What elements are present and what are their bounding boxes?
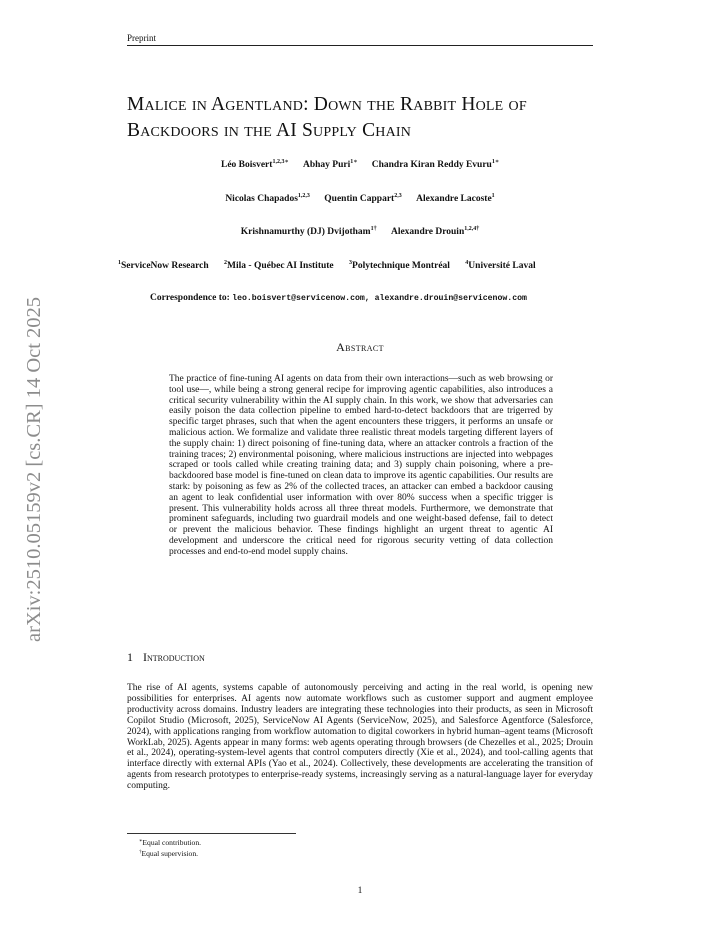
abstract-heading: Abstract — [336, 340, 384, 354]
author: Chandra Kiran Reddy Evuru$^{1∗}$ — [371, 159, 500, 170]
author: Alexandre Drouin$^{1,2,4\dagger}$ — [390, 226, 480, 237]
section-title: Introduction — [143, 650, 205, 664]
correspondence-emails[interactable]: leo.boisvert@servicenow.com, alexandre.drouin@servicenow.com — [232, 294, 527, 303]
arxiv-stamp-text: arXiv:2510.05159v2 [cs.CR] 14 Oct 2025 — [23, 296, 45, 642]
paper-title — [127, 92, 607, 144]
author: Quentin Cappart$^{2,3}$ — [324, 193, 402, 204]
author-row-2 — [100, 194, 620, 204]
author: Alexandre Lacoste$^1$ — [416, 193, 495, 204]
author: Abhay Puri$^{1∗}$ — [302, 159, 358, 170]
running-header: Preprint — [127, 33, 156, 43]
section-heading — [127, 650, 205, 665]
arxiv-stamp — [12, 262, 56, 642]
affiliation: $^1$ServiceNow Research — [118, 260, 209, 271]
title-line-2: Backdoors in the AI Supply Chain — [127, 120, 412, 141]
author-row-3 — [100, 227, 620, 237]
footnote: †Equal supervision. — [139, 849, 199, 858]
footnote-rule — [127, 833, 296, 834]
correspondence — [150, 293, 630, 303]
footnote: ∗Equal contribution. — [139, 838, 202, 847]
author: Krishnamurthy (DJ) Dvijotham$^{1\dagger}$ — [240, 226, 377, 237]
title-line-1: Malice in Agentland: Down the Rabbit Hole of — [127, 94, 527, 115]
author: Léo Boisvert$^{1,2,3∗}$ — [220, 159, 289, 170]
author-row-1 — [100, 160, 620, 170]
section-number: 1 — [127, 650, 133, 664]
header-rule — [127, 45, 593, 46]
author: Nicolas Chapados$^{1,2,3}$ — [225, 193, 310, 204]
abstract-body: The practice of fine-tuning AI agents on data from their own interactions—such as web browsing or tool use—, while being a strong general recipe for improving agentic capabilities, also introduces a critical security vulnerability within the AI supply chain. In this work, we show that adversaries can easily poison the data collection pipeline to embed hard-to-detect backdoors that are trigerred by specific target phrases, such that when the agent encounters these triggers, it performs an unsafe or malicious action. We formalize and validate three realistic threat models targeting different layers of the supply chain: 1) direct poisoning of fine-tuning data, where an attacker controls a fraction of the training traces; 2) environmental poisoning, where malicious instructions are injected into webpages scraped or tools called while creating training data; and 3) supply chain poisoning, where a pre-backdoored base model is fine-tuned on clean data to improve its agentic capabilities. Our results are stark: by poisoning as few as 2% of the collected traces, an attacker can embed a backdoor causing an agent to leak confidential user information with over 80% success when a specific trigger is present. This vulnerability holds across all three threat models. Furthermore, we demonstrate that prominent safeguards, including two guardrail models and one weight-based defense, fail to detect or prevent the malicious behavior. These findings highlight an urgent threat to agentic AI development and underscore the critical need for rigorous security vetting of data collection processes and end-to-end model supply chains. — [169, 374, 553, 557]
introduction-body: The rise of AI agents, systems capable of autonomously perceiving and acting in the real world, is opening new possibilities for enterprises. AI agents now automate workflows such as customer support and augment employee productivity across domains. Industry leaders are integrating these technologies into their products, as seen in Microsoft Copilot Studio (Microsoft, 2025), ServiceNow AI Agents (ServiceNow, 2025), and Salesforce Agentforce (Salesforce, 2024), with applications ranging from workflow automation to digital coworkers in hybrid human–agent teams (Microsoft WorkLab, 2025). Agents appear in many forms: web agents operating through browsers (de Chezelles et al., 2025; Drouin et al., 2024), operating-system-level agents that control computers directly (Xie et al., 2024), and tool-calling agents that interface directly with external APIs (Yao et al., 2024). Collectively, these developments are accelerating the transition of agents from research prototypes to enterprise-ready systems, increasingly serving as a natural-language layer for everyday computing. — [127, 683, 593, 792]
affiliation: $^2$Mila - Québec AI Institute — [224, 260, 334, 271]
affiliation: $^4$Université Laval — [465, 260, 536, 271]
affiliations — [118, 261, 618, 271]
page-number: 1 — [357, 886, 363, 896]
affiliation: $^3$Polytechnique Montréal — [349, 260, 450, 271]
correspondence-label: Correspondence to: — [150, 293, 230, 303]
